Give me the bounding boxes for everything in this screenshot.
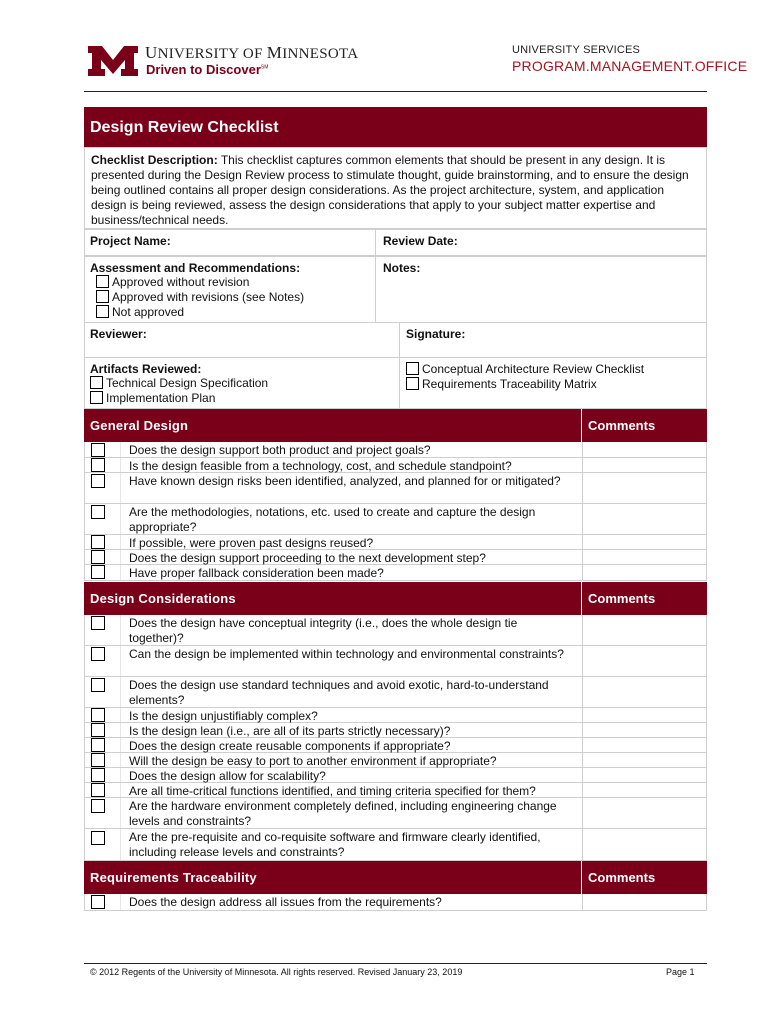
checkbox[interactable] bbox=[91, 616, 105, 630]
artifacts-label: Artifacts Reviewed: bbox=[90, 362, 202, 376]
checkbox[interactable] bbox=[91, 799, 105, 813]
checkbox[interactable] bbox=[91, 505, 105, 519]
checklist-row bbox=[84, 768, 707, 783]
checklist-row bbox=[84, 829, 707, 861]
checklist-question: Is the design unjustifiably complex? bbox=[129, 709, 318, 723]
checklist-question: Does the design have conceptual integrity (i.e., does the whole design tie together)? bbox=[129, 616, 518, 645]
checklist-question: If possible, were proven past designs reused? bbox=[129, 536, 374, 550]
assessment-option[interactable]: Approved without revision bbox=[96, 275, 249, 290]
notes-label: Notes: bbox=[383, 261, 421, 275]
university-m-logo bbox=[88, 46, 138, 76]
checklist-question: Does the design support both product and project goals? bbox=[129, 443, 431, 457]
checkbox[interactable] bbox=[91, 458, 105, 472]
checkbox[interactable] bbox=[91, 647, 105, 661]
section-header-design-considerations bbox=[84, 582, 707, 615]
checklist-row bbox=[84, 708, 707, 723]
artifact-option[interactable]: Technical Design Specification bbox=[90, 376, 268, 391]
artifact-option[interactable]: Conceptual Architecture Review Checklist bbox=[406, 362, 644, 377]
project-name-label: Project Name: bbox=[90, 234, 171, 248]
checklist-question: Have proper fallback consideration been made? bbox=[129, 566, 384, 580]
assessment-option[interactable]: Approved with revisions (see Notes) bbox=[96, 290, 304, 305]
checklist-question: Are all time-critical functions identified, and timing criteria specified for them? bbox=[129, 784, 536, 798]
notes-field[interactable] bbox=[375, 256, 707, 323]
checkbox[interactable] bbox=[91, 565, 105, 579]
checkbox[interactable] bbox=[91, 723, 105, 737]
artifact-option[interactable]: Requirements Traceability Matrix bbox=[406, 377, 597, 392]
comments-header: Comments bbox=[588, 870, 656, 885]
checkbox[interactable] bbox=[90, 391, 103, 404]
artifact-option[interactable]: Implementation Plan bbox=[90, 391, 215, 406]
section-header-requirements-traceability bbox=[84, 861, 707, 894]
assessment-section bbox=[84, 256, 376, 323]
section-header-general-design bbox=[84, 409, 707, 442]
checklist-question: Does the design address all issues from the requirements? bbox=[129, 895, 442, 909]
checklist-question: Can the design be implemented within technology and environmental constraints? bbox=[129, 647, 564, 661]
checklist-row bbox=[84, 615, 707, 646]
artifacts-left bbox=[84, 357, 400, 409]
header-divider bbox=[84, 91, 707, 92]
comments-header: Comments bbox=[588, 591, 656, 606]
checklist-question: Are the methodologies, notations, etc. used to create and capture the design appropriate? bbox=[129, 505, 536, 534]
checkbox[interactable] bbox=[91, 738, 105, 752]
checkbox[interactable] bbox=[91, 895, 105, 909]
checklist-row bbox=[84, 535, 707, 550]
copyright-text: © 2012 Regents of the University of Minnesota. All rights reserved. Revised January 23, 2019 bbox=[90, 967, 463, 977]
review-date-field[interactable] bbox=[375, 229, 707, 256]
checkbox[interactable] bbox=[91, 831, 105, 845]
checkbox[interactable] bbox=[91, 474, 105, 488]
checklist-row bbox=[84, 565, 707, 581]
checkbox[interactable] bbox=[406, 362, 419, 375]
section-title: Requirements Traceability bbox=[90, 870, 257, 885]
checklist-row bbox=[84, 458, 707, 473]
checklist-row bbox=[84, 894, 707, 911]
tagline: Driven to Discover℠ bbox=[146, 62, 269, 77]
assessment-option[interactable]: Not approved bbox=[96, 305, 184, 320]
checklist-row bbox=[84, 783, 707, 798]
checklist-row bbox=[84, 442, 707, 458]
checklist-question: Is the design lean (i.e., are all of its parts strictly necessary)? bbox=[129, 724, 451, 738]
checkbox[interactable] bbox=[91, 550, 105, 564]
checklist-question: Will the design be easy to port to another environment if appropriate? bbox=[129, 754, 497, 768]
checkbox[interactable] bbox=[96, 275, 109, 288]
page-number: Page 1 bbox=[666, 967, 695, 977]
checklist-question: Are the pre-requisite and co-requisite software and firmware clearly identified, including release levels and constraints? bbox=[129, 830, 541, 859]
signature-field[interactable] bbox=[399, 322, 707, 358]
checklist-question: Have known design risks been identified, analyzed, and planned for or mitigated? bbox=[129, 474, 561, 488]
checklist-row bbox=[84, 753, 707, 768]
artifacts-right bbox=[399, 357, 707, 409]
checkbox[interactable] bbox=[96, 305, 109, 318]
university-services-label: UNIVERSITY SERVICES bbox=[512, 44, 641, 56]
assessment-label: Assessment and Recommendations: bbox=[90, 261, 301, 275]
checkbox[interactable] bbox=[91, 678, 105, 692]
checkbox[interactable] bbox=[91, 535, 105, 549]
checkbox[interactable] bbox=[91, 708, 105, 722]
project-name-field[interactable] bbox=[84, 229, 376, 256]
checkbox[interactable] bbox=[91, 443, 105, 457]
comments-header: Comments bbox=[588, 418, 656, 433]
checklist-row bbox=[84, 738, 707, 753]
checklist-row bbox=[84, 646, 707, 677]
checklist-question: Does the design use standard techniques and avoid exotic, hard-to-understand elements? bbox=[129, 678, 549, 707]
checklist-row bbox=[84, 473, 707, 504]
checklist-question: Is the design feasible from a technology, cost, and schedule standpoint? bbox=[129, 459, 512, 473]
checklist-row bbox=[84, 798, 707, 829]
review-date-label: Review Date: bbox=[383, 234, 458, 248]
footer-divider bbox=[84, 963, 707, 964]
signature-label: Signature: bbox=[406, 327, 466, 341]
reviewer-field[interactable] bbox=[84, 322, 400, 358]
checklist-row bbox=[84, 723, 707, 738]
section-title: Design Considerations bbox=[90, 591, 236, 606]
description-label: Checklist Description: bbox=[91, 153, 218, 167]
checkbox[interactable] bbox=[406, 377, 419, 390]
title-band bbox=[84, 107, 707, 147]
university-name: UNIVERSITY OF MINNESOTA bbox=[145, 43, 359, 62]
checkbox[interactable] bbox=[90, 376, 103, 389]
checklist-question: Does the design support proceeding to the next development step? bbox=[129, 551, 486, 565]
section-title: General Design bbox=[90, 418, 189, 433]
checklist-row bbox=[84, 677, 707, 708]
checkbox[interactable] bbox=[91, 783, 105, 797]
description-text: This checklist captures common elements that should be present in any design. It is presented during the Design Review process to stimulate thought, guide brainstorming, and to ensure the design being outlined contains all proper design considerations. As the project architecture, system, and application design is being reviewed, assess the design considerations that apply to your subject matter expertise and business/technical needs. bbox=[91, 153, 689, 227]
checkbox[interactable] bbox=[91, 768, 105, 782]
checklist-question: Are the hardware environment completely defined, including engineering change levels and constraints? bbox=[129, 799, 557, 828]
checklist-question: Does the design allow for scalability? bbox=[129, 769, 326, 783]
reviewer-label: Reviewer: bbox=[90, 327, 147, 341]
checklist-question: Does the design create reusable components if appropriate? bbox=[129, 739, 451, 753]
checklist-description bbox=[84, 147, 707, 229]
checkbox[interactable] bbox=[96, 290, 109, 303]
checklist-row bbox=[84, 550, 707, 565]
checklist-row bbox=[84, 504, 707, 535]
page-title: Design Review Checklist bbox=[90, 119, 279, 136]
checkbox[interactable] bbox=[91, 753, 105, 767]
program-management-office-label: PROGRAM.MANAGEMENT.OFFICE bbox=[512, 58, 748, 74]
